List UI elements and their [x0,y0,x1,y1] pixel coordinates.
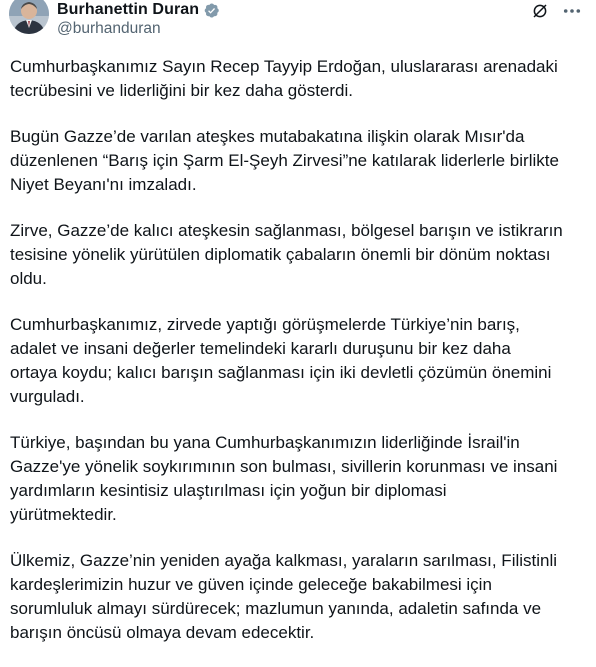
post-paragraph [10,549,590,645]
post-line: tesisine yönelik yürütülen diplomatik çabaların önemli bir dönüm noktası [10,245,551,264]
more-options-icon[interactable] [561,2,583,20]
post-line: yürütmektedir. [10,505,117,524]
post-line: ortaya koydu; kalıcı barışın sağlanması için iki devletli çözümün önemini [10,363,552,382]
grok-icon[interactable] [531,2,549,20]
post-text [10,55,590,667]
author-display-name[interactable]: Burhanettin Duran [57,1,200,18]
post-line: yardımların kesintisiz ulaştırılması için yoğun bir diplomasi [10,481,447,500]
post-line: Zirve, Gazze’de kalıcı ateşkesin sağlanması, bölgesel barışın ve istikrarın [10,221,563,240]
post-paragraph [10,125,590,197]
avatar-photo [9,0,49,34]
author-avatar[interactable] [9,0,49,34]
post-line: sorumluluk almayı sürdürecek; mazlumun yanında, adaletin safında ve [10,599,542,618]
post-line: vurguladı. [10,387,85,406]
post-line: Türkiye, başından bu yana Cumhurbaşkanımızın liderliğinde İsrail'in [10,433,520,452]
post-line: tecrübesini ve liderliğini bir kez daha gösterdi. [10,81,354,100]
post-line: kardeşlerimizin huzur ve güven içinde geleceğe bakabilmesi için [10,575,492,594]
post-line: Cumhurbaşkanımız, zirvede yaptığı görüşmelerde Türkiye’nin barış, [10,315,520,334]
post-paragraph [10,431,590,527]
post-line: Cumhurbaşkanımız Sayın Recep Tayyip Erdoğan, uluslararası arenadaki [10,57,558,76]
author-name-row [57,0,220,20]
post-line: Bugün Gazze’de varılan ateşkes mutabakatına ilişkin olarak Mısır'da [10,127,525,146]
post-header [0,0,596,44]
post-line: Gazze'ye yönelik soykırımının son bulması, sivillerin korunması ve insani [10,457,558,476]
author-handle[interactable]: @burhanduran [57,20,161,37]
post-paragraph [10,313,590,409]
post-line: Niyet Beyanı'nı imzaladı. [10,175,197,194]
post-line: Ülkemiz, Gazze’nin yeniden ayağa kalkması, yaraların sarılması, Filistinli [10,551,558,570]
post-line: barışın öncüsü olmaya devam edecektir. [10,623,315,642]
post-paragraph [10,219,590,291]
post-line: oldu. [10,269,47,288]
verified-badge-icon[interactable] [203,2,220,19]
post-line: düzenlenen “Barış için Şarm El-Şeyh Zirvesi”ne katılarak liderlerle birlikte [10,151,559,170]
post-line: adalet ve insani değerler temelindeki kararlı duruşunu bir kez daha [10,339,511,358]
post-paragraph [10,55,590,103]
